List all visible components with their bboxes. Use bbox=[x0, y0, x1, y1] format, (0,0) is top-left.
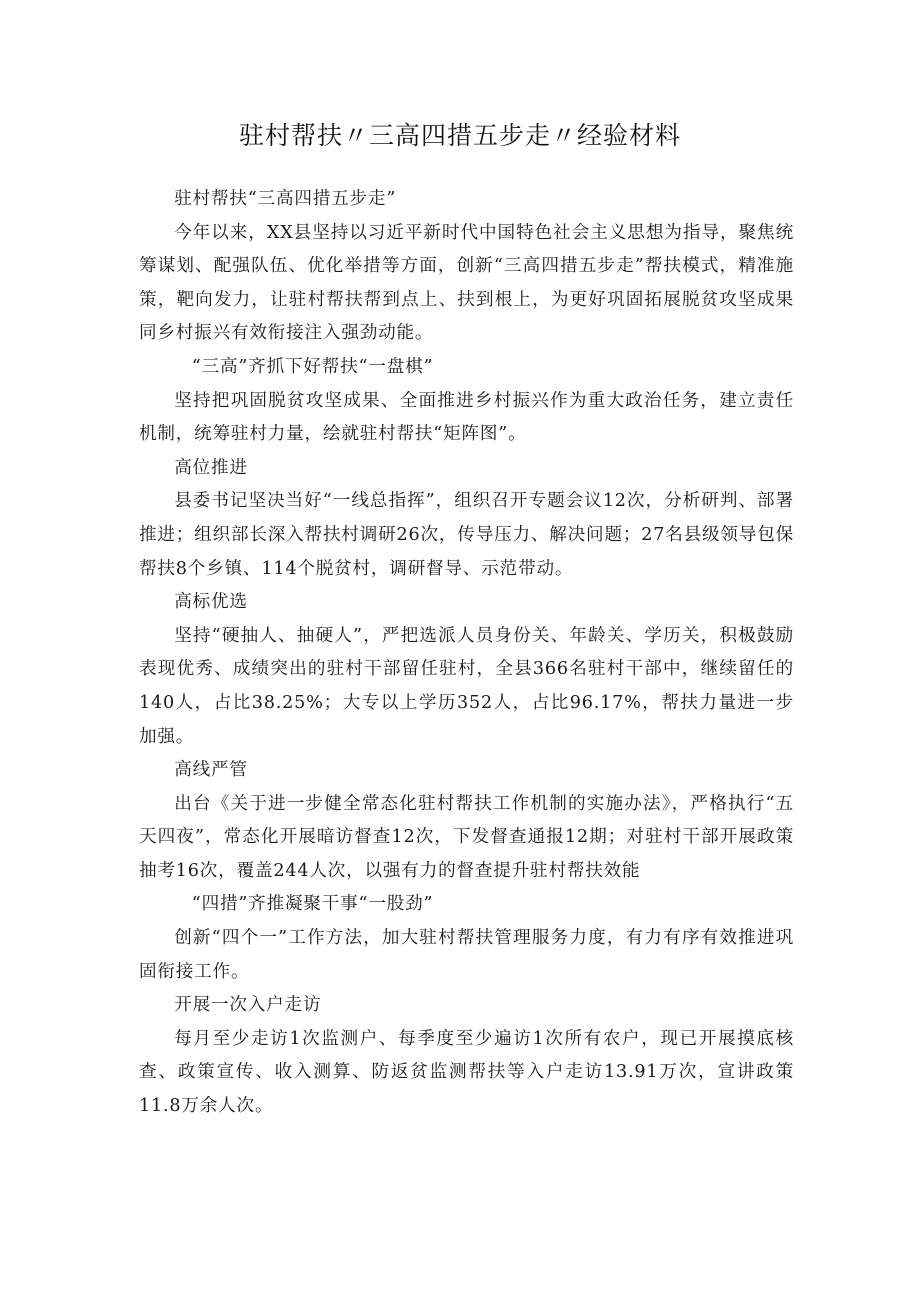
subsection-heading-gaoxian: 高线严管 bbox=[174, 760, 248, 781]
san-gao-paragraph: 坚持把巩固脱贫攻坚成果、全面推进乡村振兴作为重大政治任务，建立责任机制，统筹驻村力量，绘就驻村帮扶“矩阵图”。 bbox=[139, 390, 794, 445]
gaowei-paragraph: 县委书记坚决当好“一线总指挥”，组织召开专题会议12次，分析研判、部署推进；组织部长深入帮扶村调研26次，传导压力、解决问题；27名县级领导包保帮扶8个乡镇、114个脱贫村，调研督导、示范带动。 bbox=[139, 491, 794, 579]
ruhu-paragraph: 每月至少走访1次监测户、每季度至少遍访1次所有农户，现已开展摸底核查、政策宣传、收入测算、防返贫监测帮扶等入户走访13.91万次，宣讲政策11.8万余人次。 bbox=[139, 1028, 794, 1117]
gaobiao-paragraph: 坚持“硬抽人、抽硬人”，严把选派人员身份关、年龄关、学历关，积极鼓励表现优秀、成绩突出的驻村干部留任驻村，全县366名驻村干部中，继续留任的140人，占比38.25%；大专以上学历352人，占比96.17%，帮扶力量进一步加强。 bbox=[139, 625, 794, 747]
section-heading-si-cuo: “四措”齐推凝聚干事“一股劲” bbox=[191, 894, 434, 915]
document-body bbox=[139, 183, 794, 1124]
subsection-heading-gaobiao: 高标优选 bbox=[174, 592, 248, 613]
section-heading-san-gao: “三高”齐抓下好帮扶“一盘棋” bbox=[191, 356, 434, 377]
intro-paragraph: 今年以来，XX县坚持以习近平新时代中国特色社会主义思想为指导，聚焦统筹谋划、配强队伍、优化举措等方面，创新“三高四措五步走”帮扶模式，精准施策，靶向发力，让驻村帮扶帮到点上、扶到根上，为更好巩固拓展脱贫攻坚成果同乡村振兴有效衔接注入强劲动能。 bbox=[139, 222, 794, 344]
subsection-heading-ruhu: 开展一次入户走访 bbox=[174, 995, 322, 1016]
document-title: 驻村帮扶〃三高四措五步走〃经验材料 bbox=[238, 121, 681, 150]
gaoxian-paragraph: 出台《关于进一步健全常态化驻村帮扶工作机制的实施办法》，严格执行“五天四夜”，常态化开展暗访督查12次，下发督查通报12期；对驻村干部开展政策抽考16次，覆盖244人次，以强有力的督查提升驻村帮扶效能 bbox=[139, 793, 794, 881]
subsection-heading-gaowei: 高位推进 bbox=[174, 457, 248, 478]
si-cuo-paragraph: 创新“四个一”工作方法，加大驻村帮扶管理服务力度，有力有序有效推进巩固衔接工作。 bbox=[139, 928, 794, 982]
subtitle-heading: 驻村帮扶“三高四措五步走” bbox=[174, 189, 397, 209]
